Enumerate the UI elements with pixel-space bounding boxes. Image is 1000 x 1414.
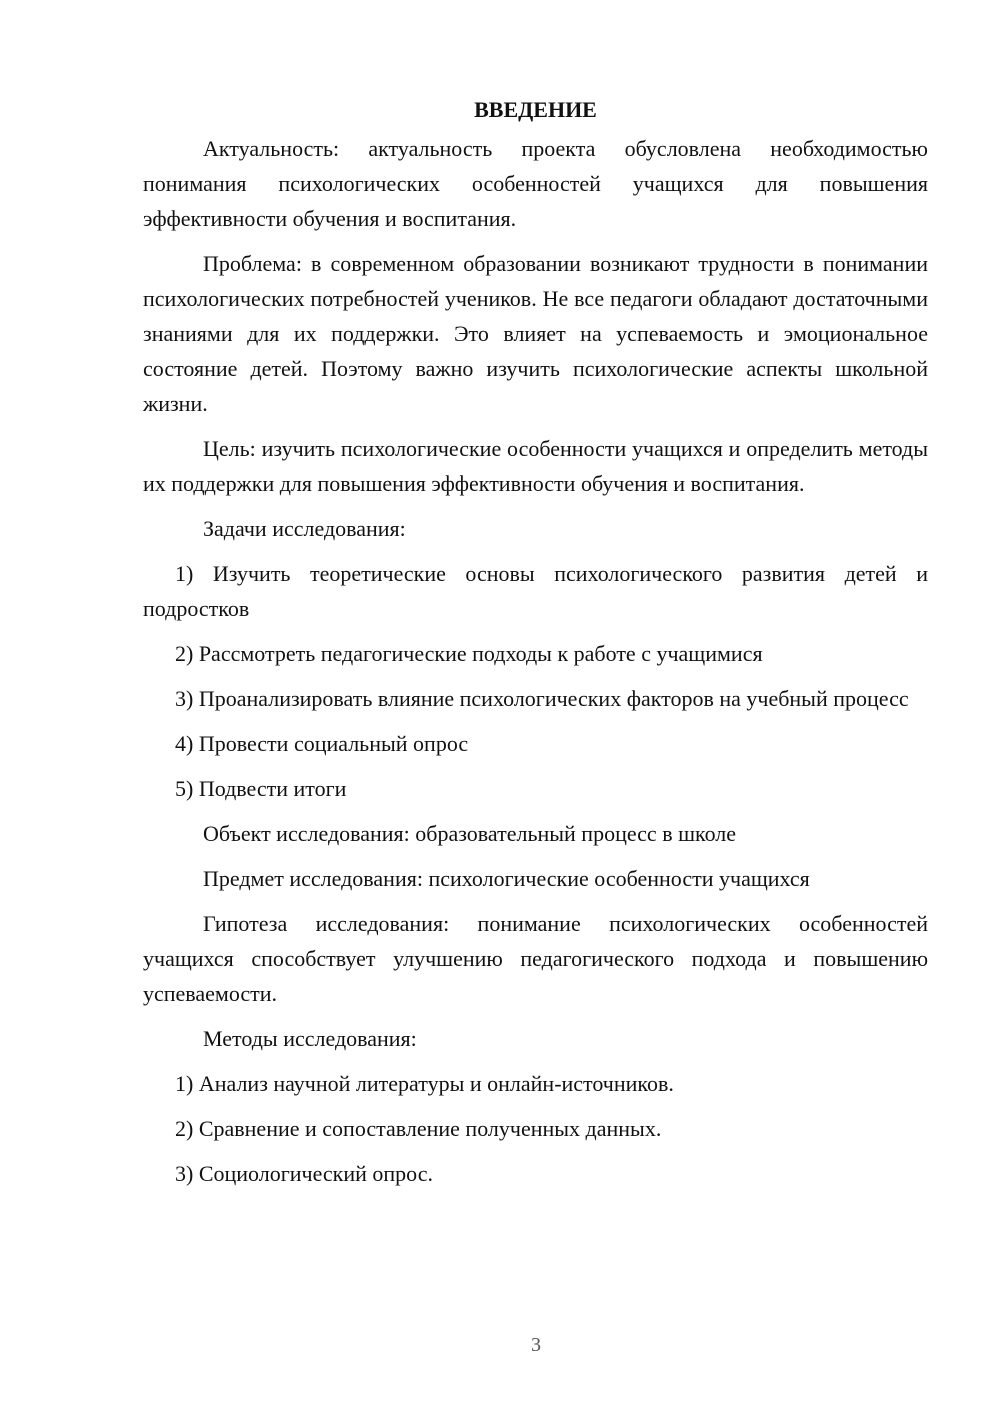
tasks-heading: Задачи исследования: (203, 516, 406, 541)
task-item: 3) Проанализировать влияние психологических факторов на учебный процесс (175, 686, 909, 711)
problem-paragraph: Проблема: в современном образовании возникают трудности в понимании психологических потребностей учеников. Не все педагоги обладают достаточными знаниями для их поддержки. Это влияет на успеваемость и эмоциональное состояние детей. Поэтому важно изучить психологические аспекты школьной жизни. (143, 251, 928, 416)
method-item: 3) Социологический опрос. (175, 1161, 433, 1186)
task-item: 2) Рассмотреть педагогические подходы к работе с учащимися (175, 641, 763, 666)
method-item: 1) Анализ научной литературы и онлайн-источников. (175, 1071, 674, 1096)
task-item: 4) Провести социальный опрос (175, 731, 469, 756)
relevance-paragraph: Актуальность: актуальность проекта обусловлена необходимостью понимания психологических особенностей учащихся для повышения эффективности обучения и воспитания. (143, 136, 928, 231)
hypothesis-paragraph: Гипотеза исследования: понимание психологических особенностей учащихся способствует улучшению педагогического подхода и повышению успеваемости. (143, 911, 928, 1006)
page-number: 3 (531, 1334, 541, 1356)
object-paragraph: Объект исследования: образовательный процесс в школе (203, 821, 737, 846)
section-title: ВВЕДЕНИЕ (474, 97, 597, 122)
goal-paragraph: Цель: изучить психологические особенности учащихся и определить методы их поддержки для повышения эффективности обучения и воспитания. (143, 436, 928, 496)
page-content (143, 92, 928, 1201)
task-item: 1) Изучить теоретические основы психологического развития детей и подростков (143, 561, 928, 621)
task-item: 5) Подвести итоги (175, 776, 347, 801)
subject-paragraph: Предмет исследования: психологические особенности учащихся (203, 866, 810, 891)
methods-heading: Методы исследования: (203, 1026, 417, 1051)
method-item: 2) Сравнение и сопоставление полученных данных. (175, 1116, 662, 1141)
